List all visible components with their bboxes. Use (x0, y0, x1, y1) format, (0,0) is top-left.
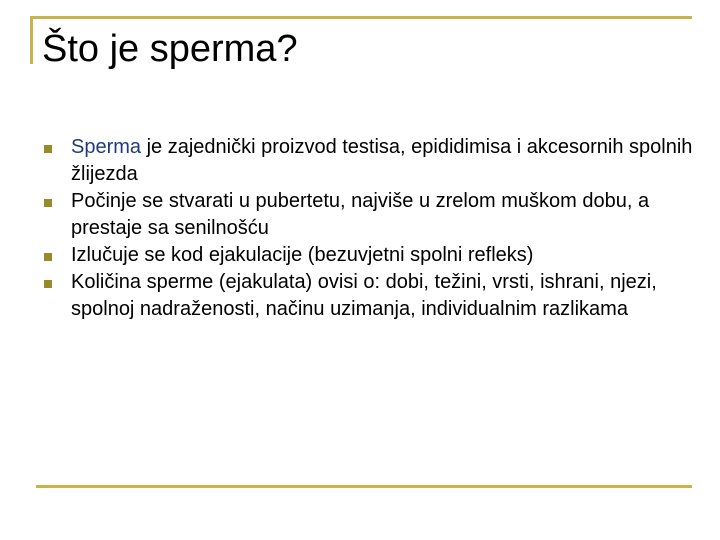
bottom-divider (36, 485, 692, 488)
top-divider (30, 16, 692, 19)
bullet-item (40, 242, 700, 269)
bullet-lead: Sperma (71, 136, 142, 158)
bullet-item (40, 134, 700, 188)
bullet-text: Količina sperme (ejakulata) ovisi o: dobi, težini, vrsti, ishrani, njezi, spolnoj nadraženosti, načinu uzimanja, individualnim razlikama (71, 271, 657, 320)
bullet-text: Počinje se stvarati u pubertetu, najviše u zrelom muškom dobu, a prestaje sa senilnošću (71, 190, 650, 239)
bullet-item (40, 188, 700, 242)
bullet-text: Izlučuje se kod ejakulacije (bezuvjetni spolni refleks) (71, 244, 534, 266)
square-bullet-icon (44, 280, 52, 288)
left-divider (30, 16, 33, 64)
square-bullet-icon (44, 145, 52, 153)
bullet-text: je zajednički proizvod testisa, epididimisa i akcesornih spolnih žlijezda (71, 136, 693, 185)
bullet-list (40, 134, 700, 323)
bullet-item (40, 269, 700, 323)
slide-title: Što je sperma? (42, 28, 298, 70)
square-bullet-icon (44, 199, 52, 207)
square-bullet-icon (44, 253, 52, 261)
